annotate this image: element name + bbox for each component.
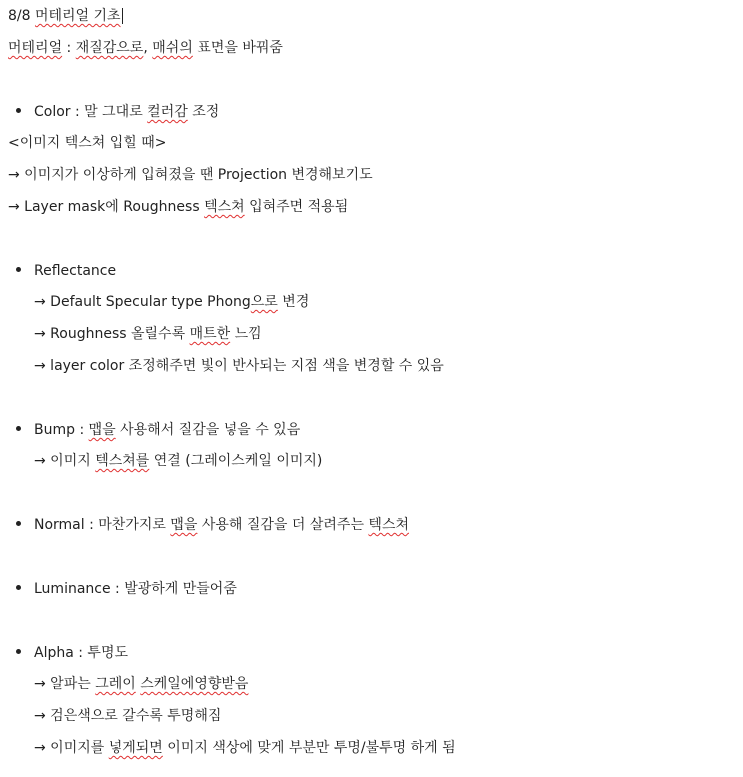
reflectance-item-2 — [34, 325, 262, 343]
text-alpha: Alpha : 투명도 — [34, 645, 128, 661]
text-colon: : — [62, 40, 76, 56]
text-normal-b: 맵을 — [170, 517, 198, 533]
text-layer-mask-b: 텍스쳐 — [204, 199, 245, 215]
alpha-item-1 — [34, 675, 248, 693]
text-alpha3-a: → 이미지를 — [34, 740, 109, 756]
text-material: 머테리얼 — [8, 40, 63, 56]
bump-item-1 — [34, 452, 322, 470]
text-comma: , — [143, 40, 153, 56]
text-color-c: 조정 — [187, 104, 220, 120]
bullet-bump — [16, 421, 300, 439]
text-bump-a: Bump : — [34, 422, 89, 438]
bullet-dot — [16, 585, 21, 590]
text-refl1-a: → Default Specular type Phong — [34, 294, 251, 310]
bullet-dot — [16, 267, 21, 272]
text-layer-mask-c: 입혀주면 적용됨 — [244, 199, 349, 215]
alpha-item-2: → 검은색으로 갈수록 투명해짐 — [34, 708, 222, 724]
layer-mask-note — [8, 198, 348, 216]
text-refl1-c: 변경 — [277, 294, 310, 310]
text-layer-mask-a: → Layer mask에 Roughness — [8, 199, 205, 215]
bullet-dot — [16, 426, 21, 431]
text-refl1-b: 으로 — [250, 294, 278, 310]
text-alpha3-c: 이미지 색상에 맞게 부분만 투명/불투명 하게 됨 — [162, 740, 456, 756]
text-normal-c: 사용해 질감을 더 살려주는 — [197, 517, 369, 533]
text-reflectance: Reflectance — [34, 263, 117, 279]
alpha-item-3 — [34, 739, 456, 757]
text-texture: 재질감으로 — [75, 40, 144, 56]
bullet-reflectance — [16, 262, 116, 280]
text-alpha1-b: 그레이 — [95, 676, 136, 692]
projection-note: → 이미지가 이상하게 입혀졌을 땐 Projection 변경해보기도 — [8, 167, 373, 183]
text-bumpsub-a: → 이미지 — [34, 453, 96, 469]
bullet-color — [16, 103, 219, 121]
text-mesh: 매쉬의 — [152, 40, 193, 56]
bullet-luminance — [16, 580, 237, 598]
title-date: 8/8 — [8, 8, 35, 24]
bullet-dot — [16, 649, 21, 654]
text-normal-d: 텍스쳐 — [368, 517, 409, 533]
text-alpha1-d: 스케일에영향받음 — [140, 676, 249, 692]
bullet-alpha — [16, 644, 128, 662]
text-luminance: Luminance : 발광하게 만들어줌 — [34, 581, 237, 597]
bullet-normal — [16, 516, 409, 534]
text-bumpsub-c: 연결 (그레이스케일 이미지) — [149, 453, 323, 469]
title-text: 머테리얼 기초 — [34, 8, 121, 24]
text-bump-c: 사용해서 질감을 넣을 수 있음 — [115, 422, 301, 438]
reflectance-item-1 — [34, 293, 309, 311]
text-normal-a: Normal : 마찬가지로 — [34, 517, 171, 533]
text-alpha3-b: 넣게되면 — [108, 740, 163, 756]
reflectance-item-3: → layer color 조정해주면 빛이 반사되는 지점 색을 변경할 수 있음 — [34, 358, 444, 374]
text-surface: 표면을 바꿔줌 — [192, 40, 283, 56]
text-cursor — [122, 8, 123, 24]
bullet-dot — [16, 108, 21, 113]
text-bump-b: 맵을 — [88, 422, 116, 438]
text-alpha1-a: → 알파는 — [34, 676, 96, 692]
bullet-dot — [16, 521, 21, 526]
text-bumpsub-b: 텍스쳐를 — [95, 453, 150, 469]
doc-title[interactable] — [8, 7, 123, 25]
image-texture-heading: <이미지 텍스쳐 입힐 때> — [8, 135, 167, 151]
text-color-a: Color : 말 그대로 — [34, 104, 148, 120]
text-refl2-c: 느낌 — [230, 326, 262, 342]
definition-line — [8, 39, 283, 57]
text-refl2-a: → Roughness 올릴수록 — [34, 326, 190, 342]
text-color-b: 컬러감 — [147, 104, 188, 120]
text-refl2-b: 매트한 — [189, 326, 231, 342]
